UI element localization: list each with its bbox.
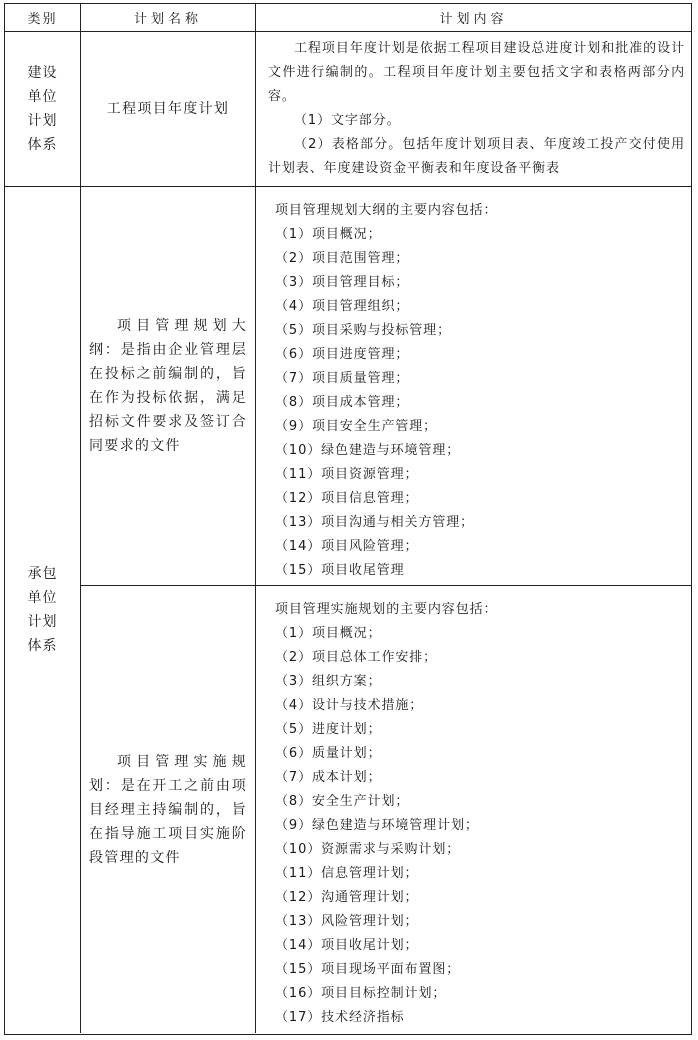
list-item: （6）质量计划； — [275, 746, 382, 761]
list-item: （6）项目进度管理； — [275, 347, 410, 362]
category-owner — [5, 32, 80, 186]
list-item: （1）项目概况； — [275, 626, 382, 641]
plan-name-implementation-label: 项目管理实施规划：是在开工之前由项目经理主持编制的，旨在指导施工项目实施阶段管理的文件 — [89, 753, 247, 866]
category-owner-label: 建设单位计划体系 — [27, 65, 58, 153]
list-item: （4）项目管理组织； — [275, 299, 410, 314]
annual-text-part: （1）文字部分。 — [294, 113, 401, 128]
list-item: （13）项目沟通与相关方管理； — [275, 515, 475, 530]
implementation-intro: 项目管理实施规划的主要内容包括： — [275, 602, 498, 617]
list-item: （2）项目范围管理； — [275, 251, 410, 266]
list-item: （3）项目管理目标； — [275, 275, 410, 290]
outline-intro: 项目管理规划大纲的主要内容包括： — [275, 203, 498, 218]
list-item: （11）项目资源管理； — [275, 467, 419, 482]
list-item: （1）项目概况； — [275, 227, 382, 242]
plan-system-table — [4, 3, 692, 1035]
list-item: （10）资源需求与采购计划； — [275, 842, 461, 857]
plan-name-annual — [81, 32, 255, 186]
list-item: （7）成本计划； — [275, 770, 382, 785]
list-item: （17）技术经济指标 — [275, 1010, 405, 1025]
implementation-list — [271, 622, 681, 1030]
plan-content-outline — [256, 187, 691, 585]
list-item: （5）进度计划； — [275, 722, 382, 737]
list-item: （14）项目收尾计划； — [275, 938, 419, 953]
list-item: （2）项目总体工作安排； — [275, 650, 438, 665]
list-item: （4）设计与技术措施； — [275, 698, 424, 713]
list-item: （9）绿色建造与环境管理计划； — [275, 818, 479, 833]
list-item: （5）项目采购与投标管理； — [275, 323, 451, 338]
list-item: （11）信息管理计划； — [275, 866, 419, 881]
list-item: （9）项目安全生产管理； — [275, 419, 438, 434]
plan-name-implementation — [81, 586, 255, 1033]
annual-table-part: （2）表格部分。包括年度计划项目表、年度竣工投产交付使用计划表、年度建设资金平衡表和年度设备平衡表 — [268, 137, 685, 176]
plan-name-outline — [81, 187, 255, 585]
header-plan-name: 计划名称 — [133, 12, 202, 27]
plan-content-implementation — [256, 586, 691, 1033]
list-item: （8）安全生产计划； — [275, 794, 410, 809]
list-item: （12）项目信息管理； — [275, 491, 419, 506]
list-item: （16）项目目标控制计划； — [275, 986, 447, 1001]
list-item: （13）风险管理计划； — [275, 914, 419, 929]
plan-name-annual-label: 工程项目年度计划 — [106, 101, 230, 117]
header-category: 类别 — [27, 12, 58, 27]
list-item: （8）项目成本管理； — [275, 395, 410, 410]
annual-paragraph: 工程项目年度计划是依据工程项目建设总进度计划和批准的设计文件进行编制的。工程项目年度计划主要包括文字和表格两部分内容。 — [268, 41, 685, 104]
list-item: （15）项目现场平面布置图； — [275, 962, 461, 977]
outline-list — [271, 223, 681, 583]
list-item: （14）项目风险管理； — [275, 539, 419, 554]
list-item: （12）沟通管理计划； — [275, 890, 419, 905]
plan-name-outline-label: 项目管理规划大纲：是指由企业管理层在投标之前编制的，旨在作为投标依据，满足招标文件要求及签订合同要求的文件 — [89, 318, 247, 454]
plan-content-annual — [256, 32, 691, 186]
list-item: （3）组织方案； — [275, 674, 382, 689]
header-plan-content: 计划内容 — [439, 12, 508, 27]
list-item: （7）项目质量管理； — [275, 371, 410, 386]
list-item: （15）项目收尾管理 — [275, 563, 405, 578]
list-item: （10）绿色建造与环境管理； — [275, 443, 461, 458]
category-contractor-label: 承包单位计划体系 — [27, 566, 58, 654]
category-contractor — [5, 187, 80, 1033]
